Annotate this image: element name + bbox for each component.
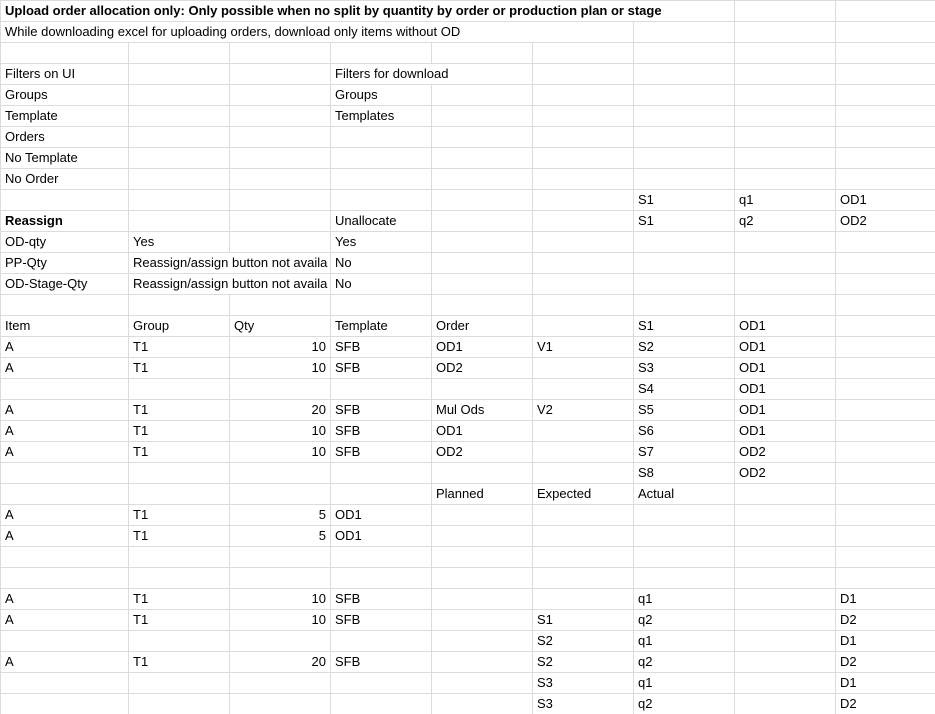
cell-F11[interactable] xyxy=(533,211,634,232)
cell-C32[interactable]: 20 xyxy=(230,652,331,673)
cell-D18[interactable]: SFB xyxy=(331,358,432,379)
cell-D9[interactable] xyxy=(331,169,432,190)
cell-H28[interactable] xyxy=(735,568,836,589)
cell-C22[interactable]: 10 xyxy=(230,442,331,463)
cell-C7[interactable] xyxy=(230,127,331,148)
cell-B20[interactable]: T1 xyxy=(129,400,230,421)
cell-D34[interactable] xyxy=(331,694,432,714)
cell-C8[interactable] xyxy=(230,148,331,169)
cell-C26[interactable]: 5 xyxy=(230,526,331,547)
cell-F20[interactable]: V2 xyxy=(533,400,634,421)
cell-I32[interactable]: D2 xyxy=(836,652,935,673)
cell-H15[interactable] xyxy=(735,295,836,316)
cell-F21[interactable] xyxy=(533,421,634,442)
cell-A6[interactable]: Template xyxy=(1,106,129,127)
cell-B26[interactable]: T1 xyxy=(129,526,230,547)
cell-H34[interactable] xyxy=(735,694,836,714)
cell-H8[interactable] xyxy=(735,148,836,169)
cell-G9[interactable] xyxy=(634,169,735,190)
cell-F16[interactable] xyxy=(533,316,634,337)
cell-I33[interactable]: D1 xyxy=(836,673,935,694)
cell-H2[interactable] xyxy=(735,22,836,43)
cell-B18[interactable]: T1 xyxy=(129,358,230,379)
cell-A32[interactable]: A xyxy=(1,652,129,673)
cell-A14[interactable]: OD-Stage-Qty xyxy=(1,274,129,295)
cell-B15[interactable] xyxy=(129,295,230,316)
cell-E25[interactable] xyxy=(432,505,533,526)
cell-E7[interactable] xyxy=(432,127,533,148)
cell-E5[interactable] xyxy=(432,85,533,106)
cell-I1[interactable] xyxy=(836,1,935,22)
cell-C21[interactable]: 10 xyxy=(230,421,331,442)
cell-D30[interactable]: SFB xyxy=(331,610,432,631)
cell-C17[interactable]: 10 xyxy=(230,337,331,358)
cell-I7[interactable] xyxy=(836,127,935,148)
cell-I16[interactable] xyxy=(836,316,935,337)
cell-H11[interactable]: q2 xyxy=(735,211,836,232)
cell-I25[interactable] xyxy=(836,505,935,526)
cell-C10[interactable] xyxy=(230,190,331,211)
cell-A5[interactable]: Groups xyxy=(1,85,129,106)
cell-D17[interactable]: SFB xyxy=(331,337,432,358)
cell-F17[interactable]: V1 xyxy=(533,337,634,358)
cell-E21[interactable]: OD1 xyxy=(432,421,533,442)
cell-G27[interactable] xyxy=(634,547,735,568)
cell-G16[interactable]: S1 xyxy=(634,316,735,337)
cell-E16[interactable]: Order xyxy=(432,316,533,337)
cell-B14[interactable]: Reassign/assign button not availa xyxy=(129,274,331,295)
cell-D5[interactable]: Groups xyxy=(331,85,432,106)
cell-E9[interactable] xyxy=(432,169,533,190)
cell-G19[interactable]: S4 xyxy=(634,379,735,400)
cell-H24[interactable] xyxy=(735,484,836,505)
cell-F4[interactable] xyxy=(533,64,634,85)
cell-B9[interactable] xyxy=(129,169,230,190)
cell-D24[interactable] xyxy=(331,484,432,505)
cell-F29[interactable] xyxy=(533,589,634,610)
cell-H31[interactable] xyxy=(735,631,836,652)
cell-B29[interactable]: T1 xyxy=(129,589,230,610)
cell-I18[interactable] xyxy=(836,358,935,379)
cell-F28[interactable] xyxy=(533,568,634,589)
cell-B32[interactable]: T1 xyxy=(129,652,230,673)
cell-D8[interactable] xyxy=(331,148,432,169)
cell-F22[interactable] xyxy=(533,442,634,463)
cell-E17[interactable]: OD1 xyxy=(432,337,533,358)
cell-E23[interactable] xyxy=(432,463,533,484)
cell-A1[interactable]: Upload order allocation only: Only possible when no split by quantity by order or production plan or stage xyxy=(1,1,735,22)
cell-C19[interactable] xyxy=(230,379,331,400)
cell-E14[interactable] xyxy=(432,274,533,295)
cell-H7[interactable] xyxy=(735,127,836,148)
cell-I24[interactable] xyxy=(836,484,935,505)
cell-H3[interactable] xyxy=(735,43,836,64)
cell-B19[interactable] xyxy=(129,379,230,400)
cell-E3[interactable] xyxy=(432,43,533,64)
cell-D27[interactable] xyxy=(331,547,432,568)
cell-I5[interactable] xyxy=(836,85,935,106)
cell-A34[interactable] xyxy=(1,694,129,714)
cell-A17[interactable]: A xyxy=(1,337,129,358)
cell-I15[interactable] xyxy=(836,295,935,316)
cell-H25[interactable] xyxy=(735,505,836,526)
cell-D29[interactable]: SFB xyxy=(331,589,432,610)
cell-A12[interactable]: OD-qty xyxy=(1,232,129,253)
cell-D12[interactable]: Yes xyxy=(331,232,432,253)
cell-A25[interactable]: A xyxy=(1,505,129,526)
cell-E28[interactable] xyxy=(432,568,533,589)
cell-D20[interactable]: SFB xyxy=(331,400,432,421)
cell-F5[interactable] xyxy=(533,85,634,106)
cell-H6[interactable] xyxy=(735,106,836,127)
cell-I12[interactable] xyxy=(836,232,935,253)
cell-D15[interactable] xyxy=(331,295,432,316)
cell-E13[interactable] xyxy=(432,253,533,274)
cell-E6[interactable] xyxy=(432,106,533,127)
cell-F13[interactable] xyxy=(533,253,634,274)
cell-C25[interactable]: 5 xyxy=(230,505,331,526)
cell-G5[interactable] xyxy=(634,85,735,106)
cell-G17[interactable]: S2 xyxy=(634,337,735,358)
cell-G24[interactable]: Actual xyxy=(634,484,735,505)
cell-H30[interactable] xyxy=(735,610,836,631)
cell-A9[interactable]: No Order xyxy=(1,169,129,190)
cell-I28[interactable] xyxy=(836,568,935,589)
cell-G14[interactable] xyxy=(634,274,735,295)
cell-A20[interactable]: A xyxy=(1,400,129,421)
cell-D13[interactable]: No xyxy=(331,253,432,274)
cell-E32[interactable] xyxy=(432,652,533,673)
cell-C29[interactable]: 10 xyxy=(230,589,331,610)
cell-F6[interactable] xyxy=(533,106,634,127)
cell-H26[interactable] xyxy=(735,526,836,547)
cell-G20[interactable]: S5 xyxy=(634,400,735,421)
cell-A18[interactable]: A xyxy=(1,358,129,379)
cell-D16[interactable]: Template xyxy=(331,316,432,337)
cell-E30[interactable] xyxy=(432,610,533,631)
cell-H33[interactable] xyxy=(735,673,836,694)
cell-F10[interactable] xyxy=(533,190,634,211)
cell-B4[interactable] xyxy=(129,64,230,85)
cell-G21[interactable]: S6 xyxy=(634,421,735,442)
cell-G22[interactable]: S7 xyxy=(634,442,735,463)
cell-I29[interactable]: D1 xyxy=(836,589,935,610)
cell-E31[interactable] xyxy=(432,631,533,652)
cell-I19[interactable] xyxy=(836,379,935,400)
cell-C16[interactable]: Qty xyxy=(230,316,331,337)
cell-F27[interactable] xyxy=(533,547,634,568)
cell-G29[interactable]: q1 xyxy=(634,589,735,610)
cell-D4[interactable]: Filters for download xyxy=(331,64,533,85)
cell-A19[interactable] xyxy=(1,379,129,400)
cell-B13[interactable]: Reassign/assign button not availa xyxy=(129,253,331,274)
cell-I13[interactable] xyxy=(836,253,935,274)
cell-B27[interactable] xyxy=(129,547,230,568)
cell-B12[interactable]: Yes xyxy=(129,232,230,253)
cell-A21[interactable]: A xyxy=(1,421,129,442)
cell-G33[interactable]: q1 xyxy=(634,673,735,694)
cell-D6[interactable]: Templates xyxy=(331,106,432,127)
cell-G31[interactable]: q1 xyxy=(634,631,735,652)
cell-C4[interactable] xyxy=(230,64,331,85)
cell-F26[interactable] xyxy=(533,526,634,547)
cell-H29[interactable] xyxy=(735,589,836,610)
cell-E24[interactable]: Planned xyxy=(432,484,533,505)
cell-B3[interactable] xyxy=(129,43,230,64)
cell-G34[interactable]: q2 xyxy=(634,694,735,714)
cell-H16[interactable]: OD1 xyxy=(735,316,836,337)
cell-F7[interactable] xyxy=(533,127,634,148)
cell-I6[interactable] xyxy=(836,106,935,127)
cell-A24[interactable] xyxy=(1,484,129,505)
cell-D10[interactable] xyxy=(331,190,432,211)
cell-H14[interactable] xyxy=(735,274,836,295)
cell-D33[interactable] xyxy=(331,673,432,694)
cell-A7[interactable]: Orders xyxy=(1,127,129,148)
cell-A15[interactable] xyxy=(1,295,129,316)
cell-D31[interactable] xyxy=(331,631,432,652)
cell-I14[interactable] xyxy=(836,274,935,295)
cell-C3[interactable] xyxy=(230,43,331,64)
cell-C5[interactable] xyxy=(230,85,331,106)
cell-E12[interactable] xyxy=(432,232,533,253)
cell-B28[interactable] xyxy=(129,568,230,589)
cell-E22[interactable]: OD2 xyxy=(432,442,533,463)
cell-B7[interactable] xyxy=(129,127,230,148)
cell-G11[interactable]: S1 xyxy=(634,211,735,232)
cell-G18[interactable]: S3 xyxy=(634,358,735,379)
cell-B34[interactable] xyxy=(129,694,230,714)
cell-I30[interactable]: D2 xyxy=(836,610,935,631)
cell-C23[interactable] xyxy=(230,463,331,484)
cell-F24[interactable]: Expected xyxy=(533,484,634,505)
cell-G15[interactable] xyxy=(634,295,735,316)
cell-F19[interactable] xyxy=(533,379,634,400)
cell-F15[interactable] xyxy=(533,295,634,316)
cell-F18[interactable] xyxy=(533,358,634,379)
cell-I34[interactable]: D2 xyxy=(836,694,935,714)
cell-F32[interactable]: S2 xyxy=(533,652,634,673)
cell-C28[interactable] xyxy=(230,568,331,589)
cell-A16[interactable]: Item xyxy=(1,316,129,337)
cell-B8[interactable] xyxy=(129,148,230,169)
cell-I26[interactable] xyxy=(836,526,935,547)
cell-D26[interactable]: OD1 xyxy=(331,526,432,547)
cell-H5[interactable] xyxy=(735,85,836,106)
cell-E15[interactable] xyxy=(432,295,533,316)
cell-B25[interactable]: T1 xyxy=(129,505,230,526)
cell-A8[interactable]: No Template xyxy=(1,148,129,169)
cell-C31[interactable] xyxy=(230,631,331,652)
cell-G3[interactable] xyxy=(634,43,735,64)
cell-H19[interactable]: OD1 xyxy=(735,379,836,400)
cell-I27[interactable] xyxy=(836,547,935,568)
cell-I22[interactable] xyxy=(836,442,935,463)
cell-G7[interactable] xyxy=(634,127,735,148)
cell-I9[interactable] xyxy=(836,169,935,190)
cell-A3[interactable] xyxy=(1,43,129,64)
cell-C34[interactable] xyxy=(230,694,331,714)
cell-G6[interactable] xyxy=(634,106,735,127)
cell-H21[interactable]: OD1 xyxy=(735,421,836,442)
cell-E26[interactable] xyxy=(432,526,533,547)
cell-D14[interactable]: No xyxy=(331,274,432,295)
cell-E11[interactable] xyxy=(432,211,533,232)
cell-G23[interactable]: S8 xyxy=(634,463,735,484)
cell-H9[interactable] xyxy=(735,169,836,190)
cell-G25[interactable] xyxy=(634,505,735,526)
cell-H13[interactable] xyxy=(735,253,836,274)
cell-F8[interactable] xyxy=(533,148,634,169)
cell-A11[interactable]: Reassign xyxy=(1,211,129,232)
cell-I17[interactable] xyxy=(836,337,935,358)
cell-H17[interactable]: OD1 xyxy=(735,337,836,358)
cell-D23[interactable] xyxy=(331,463,432,484)
cell-D28[interactable] xyxy=(331,568,432,589)
cell-E19[interactable] xyxy=(432,379,533,400)
cell-I10[interactable]: OD1 xyxy=(836,190,935,211)
cell-G26[interactable] xyxy=(634,526,735,547)
cell-E27[interactable] xyxy=(432,547,533,568)
cell-G28[interactable] xyxy=(634,568,735,589)
cell-A13[interactable]: PP-Qty xyxy=(1,253,129,274)
cell-I31[interactable]: D1 xyxy=(836,631,935,652)
cell-G30[interactable]: q2 xyxy=(634,610,735,631)
cell-A2[interactable]: While downloading excel for uploading orders, download only items without OD xyxy=(1,22,634,43)
cell-F14[interactable] xyxy=(533,274,634,295)
cell-F33[interactable]: S3 xyxy=(533,673,634,694)
cell-A4[interactable]: Filters on UI xyxy=(1,64,129,85)
cell-H1[interactable] xyxy=(735,1,836,22)
cell-H12[interactable] xyxy=(735,232,836,253)
cell-F31[interactable]: S2 xyxy=(533,631,634,652)
cell-I20[interactable] xyxy=(836,400,935,421)
cell-C18[interactable]: 10 xyxy=(230,358,331,379)
cell-F30[interactable]: S1 xyxy=(533,610,634,631)
cell-F3[interactable] xyxy=(533,43,634,64)
cell-A26[interactable]: A xyxy=(1,526,129,547)
cell-A30[interactable]: A xyxy=(1,610,129,631)
cell-A28[interactable] xyxy=(1,568,129,589)
cell-A33[interactable] xyxy=(1,673,129,694)
cell-F34[interactable]: S3 xyxy=(533,694,634,714)
cell-B22[interactable]: T1 xyxy=(129,442,230,463)
cell-C27[interactable] xyxy=(230,547,331,568)
cell-G4[interactable] xyxy=(634,64,735,85)
cell-B6[interactable] xyxy=(129,106,230,127)
cell-E34[interactable] xyxy=(432,694,533,714)
cell-E33[interactable] xyxy=(432,673,533,694)
cell-H22[interactable]: OD2 xyxy=(735,442,836,463)
cell-G2[interactable] xyxy=(634,22,735,43)
cell-C12[interactable] xyxy=(230,232,331,253)
cell-H20[interactable]: OD1 xyxy=(735,400,836,421)
cell-I23[interactable] xyxy=(836,463,935,484)
cell-B24[interactable] xyxy=(129,484,230,505)
cell-E18[interactable]: OD2 xyxy=(432,358,533,379)
cell-F9[interactable] xyxy=(533,169,634,190)
cell-I11[interactable]: OD2 xyxy=(836,211,935,232)
cell-A22[interactable]: A xyxy=(1,442,129,463)
cell-C15[interactable] xyxy=(230,295,331,316)
cell-G13[interactable] xyxy=(634,253,735,274)
cell-B10[interactable] xyxy=(129,190,230,211)
cell-A31[interactable] xyxy=(1,631,129,652)
cell-D21[interactable]: SFB xyxy=(331,421,432,442)
cell-G12[interactable] xyxy=(634,232,735,253)
cell-H32[interactable] xyxy=(735,652,836,673)
cell-G8[interactable] xyxy=(634,148,735,169)
cell-C24[interactable] xyxy=(230,484,331,505)
cell-A27[interactable] xyxy=(1,547,129,568)
cell-C9[interactable] xyxy=(230,169,331,190)
cell-I8[interactable] xyxy=(836,148,935,169)
cell-A23[interactable] xyxy=(1,463,129,484)
cell-D32[interactable]: SFB xyxy=(331,652,432,673)
cell-B33[interactable] xyxy=(129,673,230,694)
cell-E20[interactable]: Mul Ods xyxy=(432,400,533,421)
cell-I3[interactable] xyxy=(836,43,935,64)
cell-E8[interactable] xyxy=(432,148,533,169)
cell-F25[interactable] xyxy=(533,505,634,526)
cell-D3[interactable] xyxy=(331,43,432,64)
cell-G32[interactable]: q2 xyxy=(634,652,735,673)
cell-D22[interactable]: SFB xyxy=(331,442,432,463)
cell-H27[interactable] xyxy=(735,547,836,568)
cell-D25[interactable]: OD1 xyxy=(331,505,432,526)
cell-A29[interactable]: A xyxy=(1,589,129,610)
cell-B30[interactable]: T1 xyxy=(129,610,230,631)
cell-C20[interactable]: 20 xyxy=(230,400,331,421)
cell-B16[interactable]: Group xyxy=(129,316,230,337)
cell-B5[interactable] xyxy=(129,85,230,106)
cell-B21[interactable]: T1 xyxy=(129,421,230,442)
cell-D7[interactable] xyxy=(331,127,432,148)
cell-E29[interactable] xyxy=(432,589,533,610)
cell-D19[interactable] xyxy=(331,379,432,400)
cell-C6[interactable] xyxy=(230,106,331,127)
cell-B11[interactable] xyxy=(129,211,230,232)
cell-I4[interactable] xyxy=(836,64,935,85)
cell-I2[interactable] xyxy=(836,22,935,43)
cell-H10[interactable]: q1 xyxy=(735,190,836,211)
cell-E10[interactable] xyxy=(432,190,533,211)
cell-H4[interactable] xyxy=(735,64,836,85)
cell-G10[interactable]: S1 xyxy=(634,190,735,211)
cell-B23[interactable] xyxy=(129,463,230,484)
cell-D11[interactable]: Unallocate xyxy=(331,211,432,232)
cell-C33[interactable] xyxy=(230,673,331,694)
cell-F23[interactable] xyxy=(533,463,634,484)
cell-B31[interactable] xyxy=(129,631,230,652)
cell-F12[interactable] xyxy=(533,232,634,253)
cell-I21[interactable] xyxy=(836,421,935,442)
cell-H23[interactable]: OD2 xyxy=(735,463,836,484)
cell-C11[interactable] xyxy=(230,211,331,232)
cell-B17[interactable]: T1 xyxy=(129,337,230,358)
cell-C30[interactable]: 10 xyxy=(230,610,331,631)
cell-H18[interactable]: OD1 xyxy=(735,358,836,379)
cell-A10[interactable] xyxy=(1,190,129,211)
